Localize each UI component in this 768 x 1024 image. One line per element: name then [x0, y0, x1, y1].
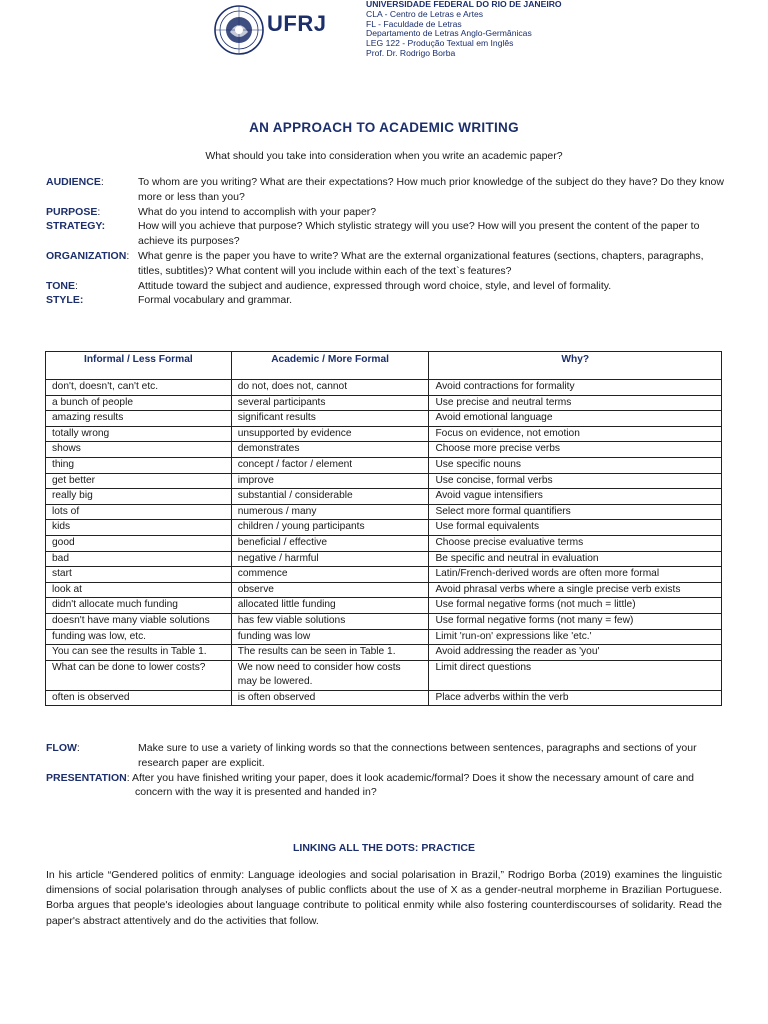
table-cell: several participants [231, 395, 429, 411]
definition-item: TONE: Attitude toward the subject and audience, expressed through word choice, style, and level of formality. [46, 279, 726, 294]
table-cell: doesn't have many viable solutions [46, 613, 232, 629]
definition-label: STYLE: [46, 294, 84, 307]
table-cell: unsupported by evidence [231, 426, 429, 442]
table-row [46, 613, 722, 629]
definition-text: Formal vocabulary and grammar. [138, 294, 293, 307]
definition-item: PRESENTATION: After you have finished writing your paper, does it look academic/formal? Does it show the necessary amount of care and concern with the way it is presented and handed in? [46, 771, 695, 799]
table-cell: Latin/French-derived words are often more formal [429, 567, 722, 583]
definition-label: PRESENTATION [46, 771, 127, 784]
definition-text: Make sure to use a variety of linking words so that the connections between sentences, paragraphs and sections of your research paper are explicit. [138, 742, 697, 769]
university-seal-icon [214, 2, 264, 58]
table-cell: Select more formal quantifiers [429, 504, 722, 520]
table-cell: Use formal negative forms (not much = little) [429, 598, 722, 614]
table-cell: Limit direct questions [429, 660, 722, 690]
document-title: AN APPROACH TO ACADEMIC WRITING [249, 120, 519, 135]
table-cell: You can see the results in Table 1. [46, 645, 232, 661]
table-cell: Use concise, formal verbs [429, 473, 722, 489]
column-header-informal: Informal / Less Formal [46, 352, 232, 380]
table-row [46, 551, 722, 567]
definition-item [46, 293, 726, 308]
table-cell: substantial / considerable [231, 489, 429, 505]
definition-item: ORGANIZATION: What genre is the paper you have to write? What are the external organizational features (sections, chapters, paragraphs, titles, subtitles)? What content will you include within each of the text`s features? [46, 249, 726, 279]
table-cell: Avoid vague intensifiers [429, 489, 722, 505]
table-cell: Use formal negative forms (not many = few) [429, 613, 722, 629]
table-cell: bad [46, 551, 232, 567]
definition-label: FLOW [46, 742, 77, 754]
table-row [46, 535, 722, 551]
definition-text: To whom are you writing? What are their expectations? How much prior knowledge of the subject do they have? Do they know more or less than you? [138, 176, 724, 203]
table-cell: concept / factor / element [231, 457, 429, 473]
table-cell: Use formal equivalents [429, 520, 722, 536]
table-cell: The results can be seen in Table 1. [231, 645, 429, 661]
definition-label: AUDIENCE [46, 176, 101, 188]
definition-text: What genre is the paper you have to write? What are the external organizational features (sections, chapters, paragraphs, titles, subtitles)? What content will you include within each of the text`s features? [138, 249, 704, 277]
table-cell: amazing results [46, 411, 232, 427]
table-cell: funding was low [231, 629, 429, 645]
table-cell: has few viable solutions [231, 613, 429, 629]
table-row [46, 582, 722, 598]
table-cell: Use precise and neutral terms [429, 395, 722, 411]
definition-label: STRATEGY: [46, 220, 106, 233]
table-cell: don't, doesn't, can't etc. [46, 380, 232, 396]
table-row [46, 411, 722, 427]
table-cell: Avoid contractions for formality [429, 380, 722, 396]
table-row [46, 690, 722, 706]
table-row [46, 457, 722, 473]
table-cell: We now need to consider how costs may be lowered. [231, 660, 429, 690]
institution-line: FL - Faculdade de Letras [366, 18, 462, 29]
table-cell: really big [46, 489, 232, 505]
definition-item [46, 219, 726, 249]
institution-info [366, 0, 562, 59]
table-cell: Avoid emotional language [429, 411, 722, 427]
table-row [46, 489, 722, 505]
definition-label: PURPOSE [46, 205, 98, 218]
table-cell: significant results [231, 411, 429, 427]
table-cell: lots of [46, 504, 232, 520]
definition-label: TONE [46, 279, 75, 292]
table-cell: get better [46, 473, 232, 489]
definition-text: How will you achieve that purpose? Which stylistic strategy will you use? How will you present the content of the paper to achieve its purposes? [138, 220, 700, 248]
table-body [46, 380, 722, 706]
table-cell: totally wrong [46, 426, 232, 442]
flow-presentation-section [46, 741, 726, 800]
table-cell: thing [46, 457, 232, 473]
table-cell: Limit 'run-on' expressions like 'etc.' [429, 629, 722, 645]
table-cell: Place adverbs within the verb [429, 690, 722, 706]
table-cell: numerous / many [231, 504, 429, 520]
section-subheading: LINKING ALL THE DOTS: PRACTICE [293, 842, 475, 854]
definition-text: After you have finished writing your paper, does it look academic/formal? Does it show the necessary amount of care and concern with the way it is presented and handed in? [131, 771, 695, 799]
table-cell: improve [231, 473, 429, 489]
table-row [46, 645, 722, 661]
table-cell: Choose precise evaluative terms [429, 535, 722, 551]
practice-paragraph: In his article “Gendered politics of enmity: Language ideologies and social polarisation in Brazil,” Rodrigo Borba (2019) examines the linguistic dimensions of social polarisation through analyses of public conflicts about the use of X as a gender-neutral morpheme in Brazilian Portuguese. Borba argues that people's ideologies about language contribute to political enmity while also fostering counterdiscourses of solidarity. Read the paper's abstract attentively and do the activities that follow. [46, 869, 722, 927]
table-cell: Avoid addressing the reader as 'you' [429, 645, 722, 661]
page-header [0, 0, 768, 62]
table-row [46, 395, 722, 411]
table-row [46, 504, 722, 520]
table-cell: kids [46, 520, 232, 536]
table-row [46, 598, 722, 614]
institution-line: CLA - Centro de Letras e Artes [366, 8, 484, 19]
table-cell: Use specific nouns [429, 457, 722, 473]
table-cell: demonstrates [231, 442, 429, 458]
column-header-why: Why? [429, 352, 722, 380]
table-row [46, 442, 722, 458]
definition-text: Attitude toward the subject and audience, expressed through word choice, style, and level of formality. [138, 279, 612, 292]
table-row [46, 426, 722, 442]
definition-item: PURPOSE: What do you intend to accomplish with your paper? [46, 205, 726, 220]
table-header-row [46, 352, 722, 380]
table-cell: didn't allocate much funding [46, 598, 232, 614]
table-cell: a bunch of people [46, 395, 232, 411]
institution-line: LEG 122 - Produção Textual em Inglês [366, 38, 514, 49]
table-cell: children / young participants [231, 520, 429, 536]
table-cell: do not, does not, cannot [231, 380, 429, 396]
logo-wordmark: UFRJ [267, 11, 327, 36]
definition-item: FLOW: Make sure to use a variety of linking words so that the connections between sentences, paragraphs and sections of your research paper are explicit. [46, 741, 726, 771]
table-cell: start [46, 567, 232, 583]
table-cell: look at [46, 582, 232, 598]
table-row [46, 629, 722, 645]
table-cell: Avoid phrasal verbs where a single precise verb exists [429, 582, 722, 598]
table-cell: allocated little funding [231, 598, 429, 614]
table-cell: Focus on evidence, not emotion [429, 426, 722, 442]
formality-comparison-table [45, 351, 722, 706]
institution-line: UNIVERSIDADE FEDERAL DO RIO DE JANEIRO [366, 0, 562, 9]
table-cell: negative / harmful [231, 551, 429, 567]
table-cell: good [46, 535, 232, 551]
table-row [46, 520, 722, 536]
table-cell: Choose more precise verbs [429, 442, 722, 458]
table-cell: shows [46, 442, 232, 458]
definitions-list [46, 175, 726, 308]
table-cell: What can be done to lower costs? [46, 660, 232, 690]
definition-text: What do you intend to accomplish with your paper? [138, 205, 377, 218]
institution-line: Prof. Dr. Rodrigo Borba [366, 47, 456, 58]
definition-item: AUDIENCE: To whom are you writing? What are their expectations? How much prior knowledge of the subject do they have? Do they know more or less than you? [46, 175, 726, 205]
table-row [46, 473, 722, 489]
table-row [46, 660, 722, 690]
table-row [46, 567, 722, 583]
table-cell: commence [231, 567, 429, 583]
definition-label: ORGANIZATION [46, 249, 127, 262]
table-row [46, 380, 722, 396]
table-cell: beneficial / effective [231, 535, 429, 551]
intro-question: What should you take into consideration when you write an academic paper? [205, 150, 563, 162]
table-cell: Be specific and neutral in evaluation [429, 551, 722, 567]
table-cell: funding was low, etc. [46, 629, 232, 645]
table-cell: is often observed [231, 690, 429, 706]
institution-line: Departamento de Letras Anglo-Germânicas [366, 28, 532, 39]
column-header-academic: Academic / More Formal [231, 352, 429, 380]
table-cell: observe [231, 582, 429, 598]
table-cell: often is observed [46, 690, 232, 706]
